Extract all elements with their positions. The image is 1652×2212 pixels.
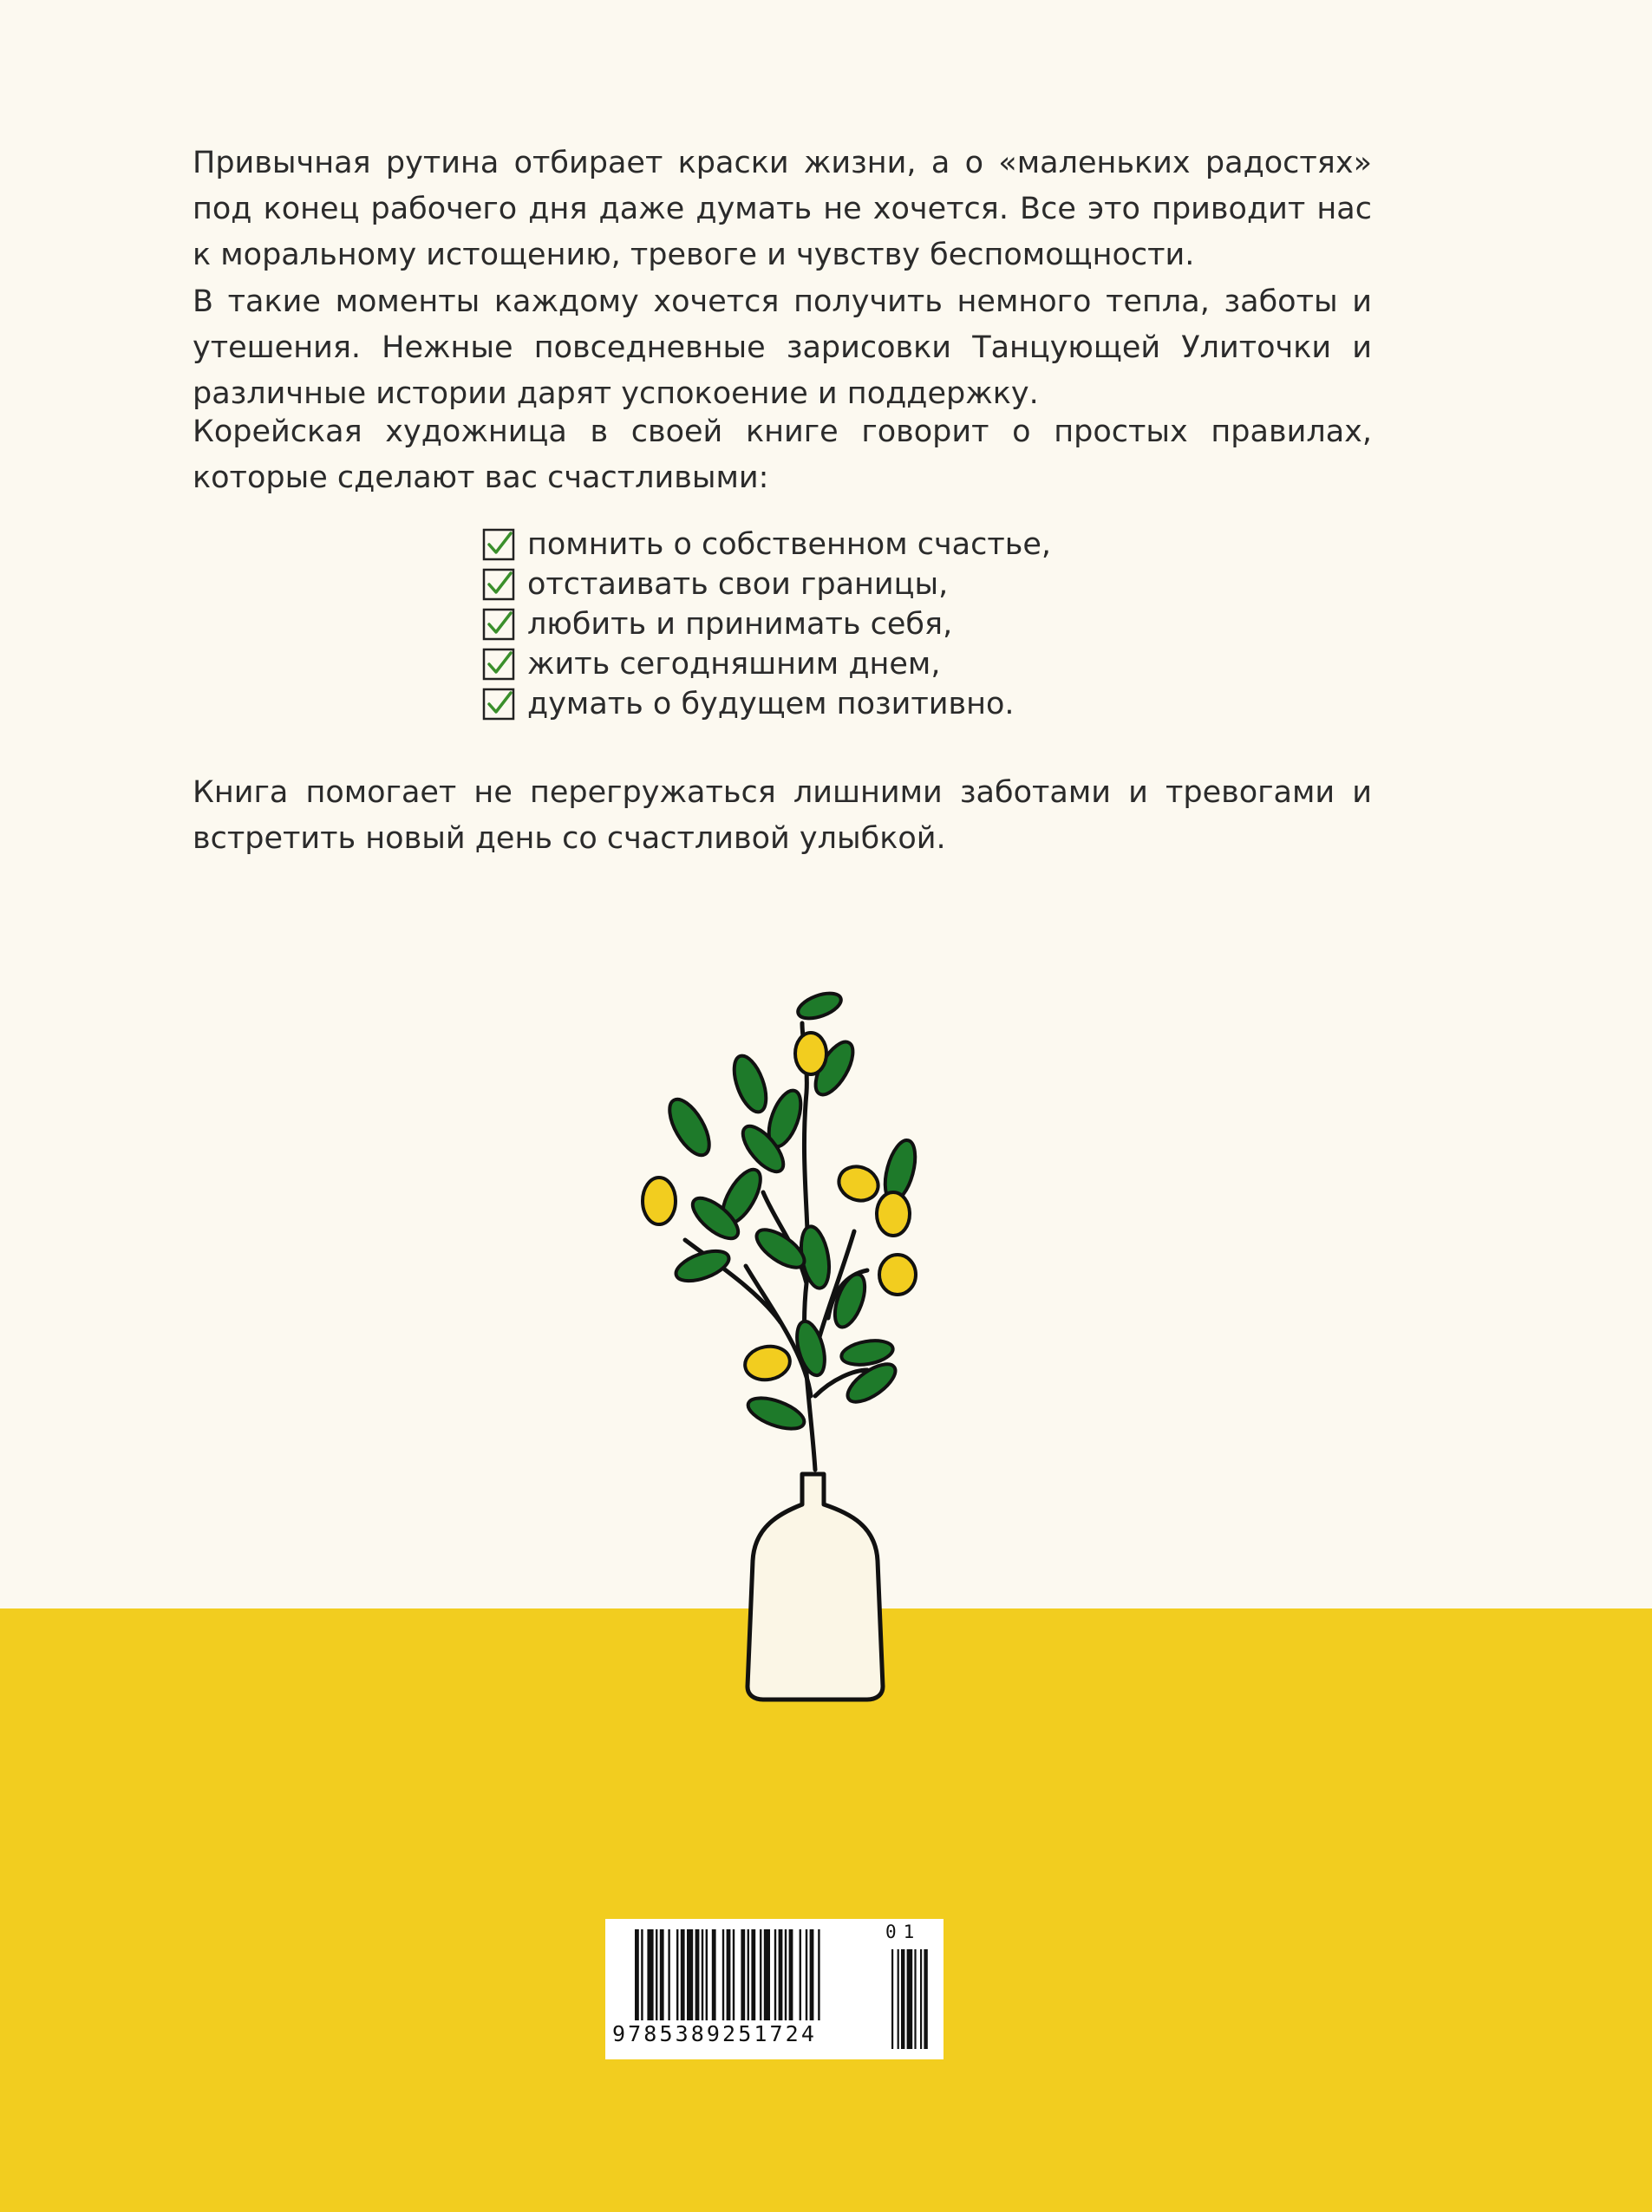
intro-paragraph bbox=[193, 140, 1372, 278]
check-box-icon bbox=[482, 608, 515, 641]
check-box-icon bbox=[482, 648, 515, 681]
checklist-item-label: думать о будущем позитивно. bbox=[527, 687, 1015, 721]
check-box-icon bbox=[482, 528, 515, 561]
paragraph-routine: Привычная рутина отбирает краски жизни, а о «маленьких радостях» под конец рабочего дня даже думать не хочется. Все это приводит нас к моральному истощению, тревоге и чувству беспомощности. bbox=[193, 146, 1372, 272]
comfort-paragraph bbox=[193, 279, 1372, 417]
checklist-item bbox=[482, 564, 1051, 604]
vase-icon bbox=[748, 1474, 883, 1700]
happiness-checklist bbox=[482, 525, 1051, 724]
paragraph-comfort: В такие моменты каждому хочется получить немного тепла, заботы и утешения. Нежные повседневные зарисовки Танцующей Улиточки и различные истории дарят успокоение и поддержку. bbox=[193, 284, 1372, 411]
isbn-barcode bbox=[605, 1919, 944, 2059]
paragraph-rules: Корейская художница в своей книге говорит о простых правилах, которые сделают вас счастливыми: bbox=[193, 414, 1372, 495]
closing-paragraph bbox=[193, 770, 1372, 862]
check-box-icon bbox=[482, 688, 515, 721]
checklist-item bbox=[482, 604, 1051, 644]
check-box-icon bbox=[482, 568, 515, 601]
checklist-item-label: жить сегодняшним днем, bbox=[527, 647, 941, 682]
barcode-number: 9785389251724 bbox=[612, 2021, 817, 2046]
checklist-item-label: помнить о собственном счастье, bbox=[527, 527, 1052, 562]
barcode-addon: 01 bbox=[885, 1922, 922, 1942]
checklist-item bbox=[482, 525, 1051, 564]
checklist-item-label: любить и принимать себя, bbox=[527, 607, 953, 642]
checklist-item bbox=[482, 644, 1051, 684]
lemon-branch-vase-illustration bbox=[607, 989, 937, 1708]
rules-intro-paragraph bbox=[193, 409, 1372, 501]
checklist-item-label: отстаивать свои границы, bbox=[527, 567, 949, 602]
paragraph-closing: Книга помогает не перегружаться лишними заботами и тревогами и встретить новый день со счастливой улыбкой. bbox=[193, 775, 1372, 856]
checklist-item bbox=[482, 684, 1051, 724]
